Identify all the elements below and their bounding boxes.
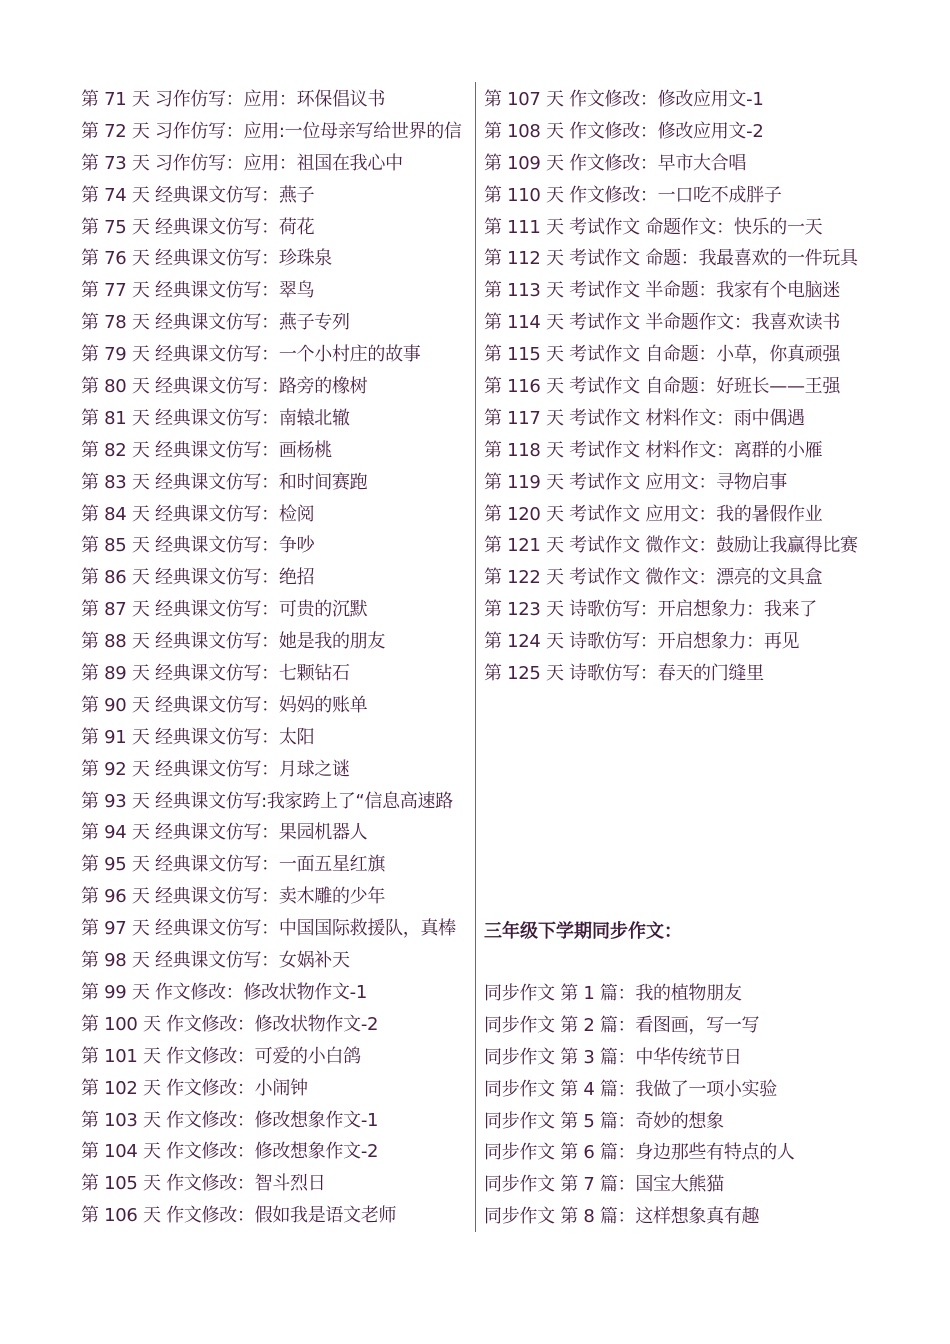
list-item: 第 124 天 诗歌仿写：开启想象力：再见 [484, 631, 800, 653]
list-item: 第 123 天 诗歌仿写：开启想象力：我来了 [484, 599, 817, 621]
list-item: 第 119 天 考试作文 应用文：寻物启事 [484, 471, 787, 493]
list-item: 第 122 天 考试作文 微作文：漂亮的文具盒 [484, 567, 823, 589]
list-item: 同步作文 第 8 篇：这样想象真有趣 [484, 1206, 760, 1228]
list-item: 第 118 天 考试作文 材料作文：离群的小雁 [484, 439, 823, 461]
list-item: 第 76 天 经典课文仿写：珍珠泉 [81, 248, 332, 270]
list-item: 第 75 天 经典课文仿写：荷花 [81, 216, 315, 238]
list-item: 第 98 天 经典课文仿写：女娲补天 [81, 950, 350, 972]
list-item: 第 107 天 作文修改：修改应用文-1 [484, 89, 764, 110]
list-item: 第 99 天 作文修改：修改状物作文-1 [81, 981, 368, 1003]
list-item: 同步作文 第 7 篇：国宝大熊猫 [484, 1174, 724, 1196]
list-item: 第 74 天 经典课文仿写：燕子 [81, 184, 315, 206]
list-item: 第 97 天 经典课文仿写：中国国际救援队，真棒 [81, 918, 456, 940]
column-divider [475, 82, 476, 1232]
list-item: 同步作文 第 3 篇：中华传统节日 [484, 1046, 742, 1068]
list-item: 第 95 天 经典课文仿写：一面五星红旗 [81, 854, 386, 876]
list-item: 第 103 天 作文修改：修改想象作文-1 [81, 1109, 379, 1131]
list-item: 第 93 天 经典课文仿写:我家跨上了“信息高速路 [81, 790, 453, 812]
list-item: 第 109 天 作文修改：早市大合唱 [484, 152, 747, 174]
right-column [484, 84, 904, 690]
list-item: 第 92 天 经典课文仿写：月球之谜 [81, 758, 350, 780]
sync-list [484, 978, 795, 1233]
list-item: 第 80 天 经典课文仿写：路旁的橡树 [81, 376, 368, 398]
list-item: 第 81 天 经典课文仿写：南辕北辙 [81, 407, 350, 429]
list-item: 第 115 天 考试作文 自命题：小草，你真顽强 [484, 344, 841, 366]
list-item: 第 94 天 经典课文仿写：果园机器人 [81, 822, 368, 844]
list-item: 第 73 天 习作仿写：应用：祖国在我心中 [81, 152, 403, 174]
list-item: 第 84 天 经典课文仿写：检阅 [81, 503, 315, 525]
list-item: 第 91 天 经典课文仿写：太阳 [81, 726, 315, 748]
list-item: 第 111 天 考试作文 命题作文：快乐的一天 [484, 216, 823, 238]
left-column [81, 84, 471, 1232]
list-item: 同步作文 第 4 篇：我做了一项小实验 [484, 1078, 777, 1100]
list-item: 第 96 天 经典课文仿写：卖木雕的少年 [81, 886, 386, 908]
list-item: 第 114 天 考试作文 半命题作文：我喜欢读书 [484, 312, 841, 334]
list-item: 第 120 天 考试作文 应用文：我的暑假作业 [484, 503, 823, 525]
list-item: 第 108 天 作文修改：修改应用文-2 [484, 120, 764, 142]
list-item: 第 90 天 经典课文仿写：妈妈的账单 [81, 694, 368, 716]
list-item: 第 112 天 考试作文 命题：我最喜欢的一件玩具 [484, 248, 858, 270]
list-item: 第 116 天 考试作文 自命题：好班长——王强 [484, 376, 841, 398]
list-item: 第 102 天 作文修改：小闹钟 [81, 1077, 308, 1099]
list-item: 同步作文 第 5 篇：奇妙的想象 [484, 1110, 724, 1132]
list-item: 第 89 天 经典课文仿写：七颗钻石 [81, 663, 350, 685]
list-item: 同步作文 第 6 篇：身边那些有特点的人 [484, 1142, 795, 1164]
list-item: 第 106 天 作文修改：假如我是语文老师 [81, 1205, 397, 1227]
list-item: 第 88 天 经典课文仿写：她是我的朋友 [81, 631, 386, 653]
list-item: 第 71 天 习作仿写：应用：环保倡议书 [81, 89, 386, 110]
list-item: 第 113 天 考试作文 半命题：我家有个电脑迷 [484, 280, 841, 302]
list-item: 第 117 天 考试作文 材料作文：雨中偶遇 [484, 407, 805, 429]
list-item: 同步作文 第 1 篇：我的植物朋友 [484, 983, 742, 1004]
list-item: 第 83 天 经典课文仿写：和时间赛跑 [81, 471, 368, 493]
list-item: 第 82 天 经典课文仿写：画杨桃 [81, 439, 332, 461]
list-item: 第 100 天 作文修改：修改状物作文-2 [81, 1013, 379, 1035]
list-item: 第 110 天 作文修改：一口吃不成胖子 [484, 184, 782, 206]
list-item: 第 77 天 经典课文仿写：翠鸟 [81, 280, 315, 302]
list-item: 第 72 天 习作仿写：应用:一位母亲写给世界的信 [81, 120, 462, 142]
section-title: 三年级下学期同步作文： [484, 921, 682, 942]
list-item: 第 86 天 经典课文仿写：绝招 [81, 567, 315, 589]
list-item: 第 125 天 诗歌仿写：春天的门缝里 [484, 663, 764, 685]
list-item: 第 87 天 经典课文仿写：可贵的沉默 [81, 599, 368, 621]
list-item: 第 78 天 经典课文仿写：燕子专列 [81, 312, 350, 334]
list-item: 第 79 天 经典课文仿写：一个小村庄的故事 [81, 344, 421, 366]
list-item: 同步作文 第 2 篇：看图画，写一写 [484, 1014, 760, 1036]
list-item: 第 121 天 考试作文 微作文：鼓励让我赢得比赛 [484, 535, 858, 557]
list-item: 第 85 天 经典课文仿写：争吵 [81, 535, 315, 557]
list-item: 第 104 天 作文修改：修改想象作文-2 [81, 1141, 379, 1163]
list-item: 第 105 天 作文修改：智斗烈日 [81, 1173, 326, 1195]
list-item: 第 101 天 作文修改：可爱的小白鸽 [81, 1045, 361, 1067]
